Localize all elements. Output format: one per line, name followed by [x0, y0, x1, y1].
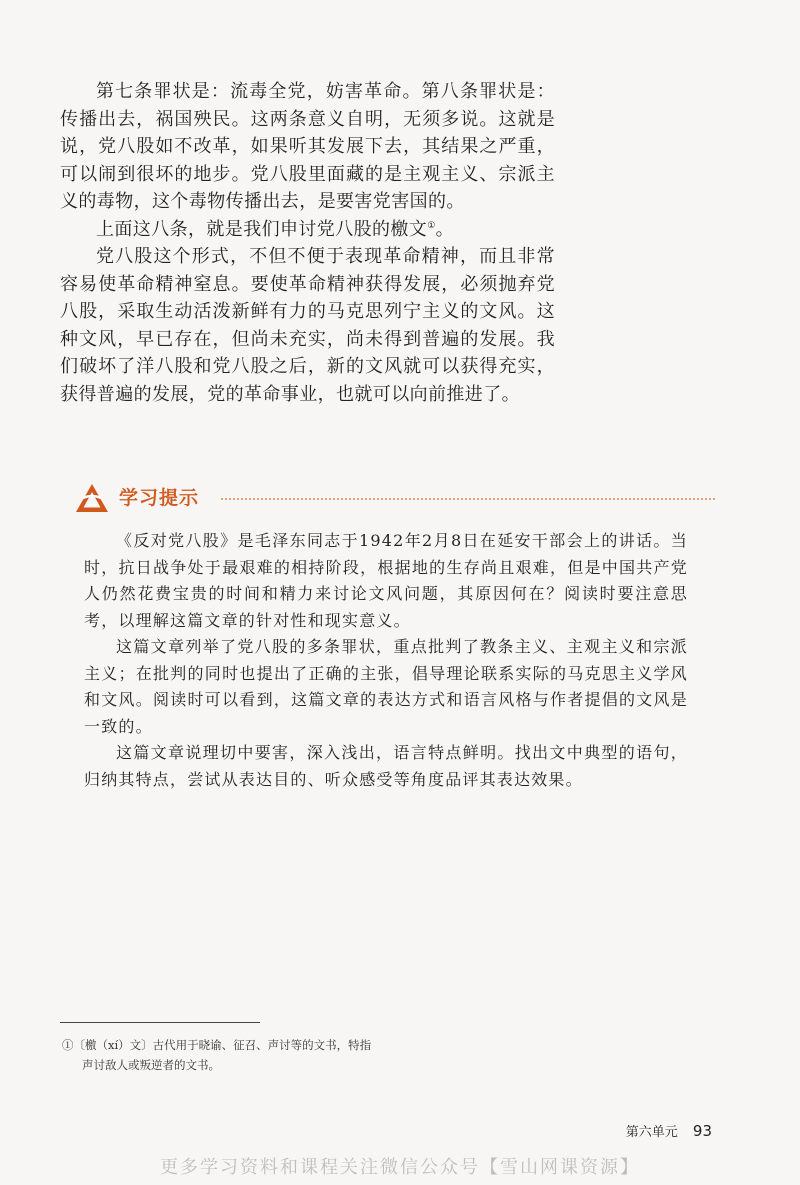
tips-paragraph: 这篇文章说理切中要害，深入浅出，语言特点鲜明。找出文中典型的语句，归纳其特点，尝试从表达目的、听众感受等角度品评其表达效果。: [84, 743, 688, 789]
study-tips-icon: [75, 483, 109, 513]
footnote-marker[interactable]: ①: [427, 220, 436, 231]
paragraph: 第七条罪状是：流毒全党，妨害革命。第八条罪状是：传播出去，祸国殃民。这两条意义自明，无须多说。这就是说，党八股如不改革，如果听其发展下去，其结果之严重，可以闹到很坏的地步。党八股里面藏的是主观主义、宗派主义的毒物，这个毒物传播出去，是要害党害国的。: [60, 81, 555, 212]
unit-label: 第六单元: [625, 1125, 678, 1140]
main-text: [60, 78, 555, 408]
paragraph-end: 。: [435, 218, 455, 240]
footnote-text: ①〔檄（xí）文〕古代用于晓谕、征召、声讨等的文书，特指声讨敌人或叛逆者的文书。: [62, 1038, 372, 1072]
tips-paragraph: 《反对党八股》是毛泽东同志于1942年2月8日在延安干部会上的讲话。当时，抗日战争处于最艰难的相持阶段，根据地的生存尚且艰难，但是中国共产党人仍然花费宝贵的时间和精力来讨论文风问题，其原因何在？阅读时要注意思考，以理解这篇文章的针对性和现实意义。: [84, 531, 688, 630]
paragraph-text: 上面这八条，就是我们申讨党八股的檄文: [96, 218, 428, 240]
footnote: [62, 1035, 372, 1075]
paragraph: 党八股这个形式，不但不便于表现革命精神，而且非常容易使革命精神窒息。要使革命精神获得发展，必须抛弃党八股，采取生动活泼新鲜有力的马克思列宁主义的文风。这种文风，早已存在，但尚未充实，尚未得到普遍的发展。我们破坏了洋八股和党八股之后，新的文风就可以获得充实，获得普遍的发展，党的革命事业，也就可以向前推进了。: [60, 246, 555, 405]
study-tips-body: [84, 528, 688, 793]
page-footer: [626, 1121, 712, 1140]
watermark-text: 更多学习资料和课程关注微信公众号【雪山网课资源】: [160, 1157, 640, 1178]
study-tips-title: 学习提示: [119, 487, 200, 509]
study-tips-header: [75, 480, 715, 516]
dotted-divider: [221, 498, 715, 500]
footnote-divider: [60, 1022, 260, 1023]
tips-paragraph: 这篇文章列举了党八股的多条罪状，重点批判了教条主义、主观主义和宗派主义；在批判的同时也提出了正确的主张，倡导理论联系实际的马克思主义学风和文风。阅读时可以看到，这篇文章的表达方式和语言风格与作者提倡的文风是一致的。: [84, 637, 688, 736]
page-number: 93: [692, 1122, 712, 1140]
paragraph: [60, 216, 555, 244]
